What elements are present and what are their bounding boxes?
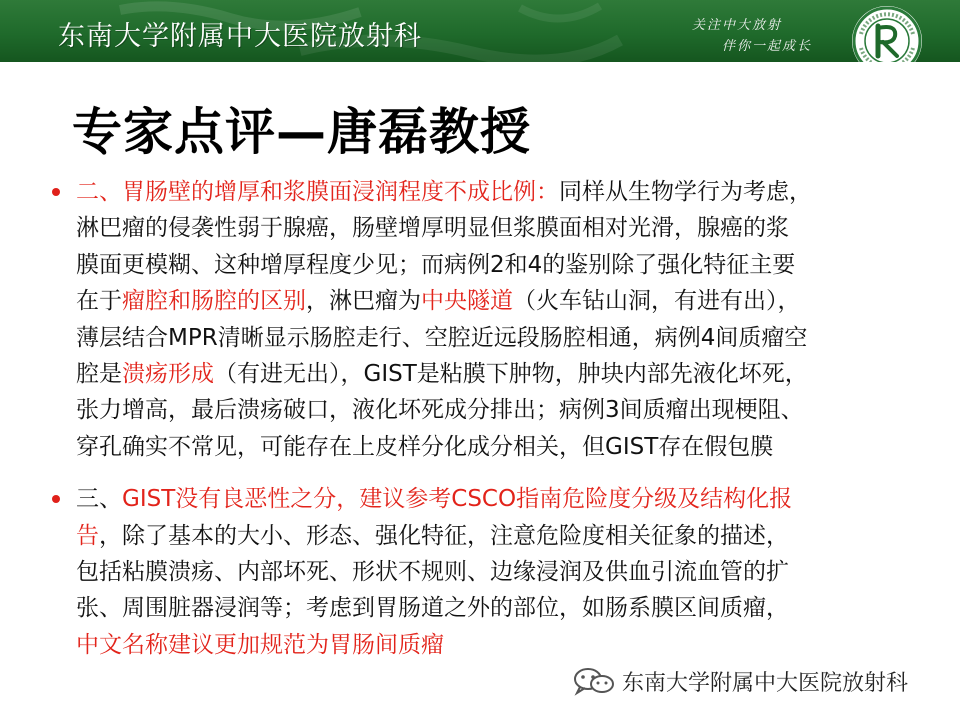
text-line xyxy=(76,554,948,590)
text-line xyxy=(76,174,948,210)
page-title: 专家点评—唐磊教授 xyxy=(72,103,531,161)
hospital-logo-icon xyxy=(847,4,927,62)
point-item xyxy=(48,481,948,663)
body-text: 穿孔确实不常见，可能存在上皮样分化成分相关，但GIST存在假包膜 xyxy=(76,433,774,460)
footer-text: 东南大学附属中大医院放射科 xyxy=(622,670,909,696)
body-text: 张、周围脏器浸润等；考虑到胃肠道之外的部位，如肠系膜区间质瘤， xyxy=(76,595,789,622)
wechat-icon xyxy=(572,666,616,696)
body-text: （有进无出），GIST是粘膜下肿物，肿块内部先液化坏死， xyxy=(214,360,808,387)
body-text: 三、 xyxy=(76,486,122,513)
body-text: 淋巴瘤的侵袭性弱于腺癌，肠壁增厚明显但浆膜面相对光滑，腺癌的浆 xyxy=(76,215,789,242)
body-text: 膜面更模糊、这种增厚程度少见；而病例2和4的鉴别除了强化特征主要 xyxy=(76,251,796,278)
body-text: 腔是 xyxy=(76,360,122,387)
slogan-line-1: 关注中大放射 xyxy=(692,18,783,33)
body-text: ，淋巴瘤为 xyxy=(306,288,421,315)
body-text: 包括粘膜溃疡、内部坏死、形状不规则、边缘浸润及供血引流血管的扩 xyxy=(76,558,789,585)
highlight-text: 溃疡形成 xyxy=(122,360,214,387)
text-line xyxy=(76,590,948,626)
text-line xyxy=(76,481,948,517)
highlight-text: GIST没有良恶性之分，建议参考CSCO指南危险度分级及结构化报 xyxy=(122,486,793,513)
content-area xyxy=(48,174,948,663)
highlight-text: 瘤腔和肠腔的区别 xyxy=(122,288,306,315)
highlight-text: 二、胃肠壁的增厚和浆膜面浸润程度不成比例： xyxy=(76,179,559,205)
text-line xyxy=(76,627,948,663)
highlight-text: 中央隧道 xyxy=(421,288,513,315)
text-line xyxy=(76,283,948,319)
bullet-dot xyxy=(52,188,60,196)
text-line xyxy=(76,210,948,246)
point-item xyxy=(48,174,948,465)
body-text: 同样从生物学行为考虑， xyxy=(559,179,812,205)
footer-watermark xyxy=(572,664,908,698)
highlight-text: 中文名称建议更加规范为胃肠间质瘤 xyxy=(76,631,444,658)
text-line xyxy=(76,356,948,392)
header-bar xyxy=(0,0,960,62)
body-text: 薄层结合MPR清晰显示肠腔走行、空腔近远段肠腔相通，病例4间质瘤空 xyxy=(76,324,808,351)
header-title: 东南大学附属中大医院放射科 xyxy=(58,21,422,52)
text-line xyxy=(76,392,948,428)
highlight-text: 告 xyxy=(76,522,99,549)
body-text: ，除了基本的大小、形态、强化特征，注意危险度相关征象的描述， xyxy=(99,522,789,549)
body-text: 张力增高，最后溃疡破口，液化坏死成分排出；病例3间质瘤出现梗阻、 xyxy=(76,397,804,424)
text-line xyxy=(76,320,948,356)
bullet-dot xyxy=(52,495,60,503)
text-line xyxy=(76,429,948,465)
text-line xyxy=(76,247,948,283)
body-text: 在于 xyxy=(76,288,122,315)
slogan-line-2: 伴你一起成长 xyxy=(722,39,813,54)
body-text: （火车钻山洞，有进有出）， xyxy=(513,288,801,315)
text-line xyxy=(76,518,948,554)
